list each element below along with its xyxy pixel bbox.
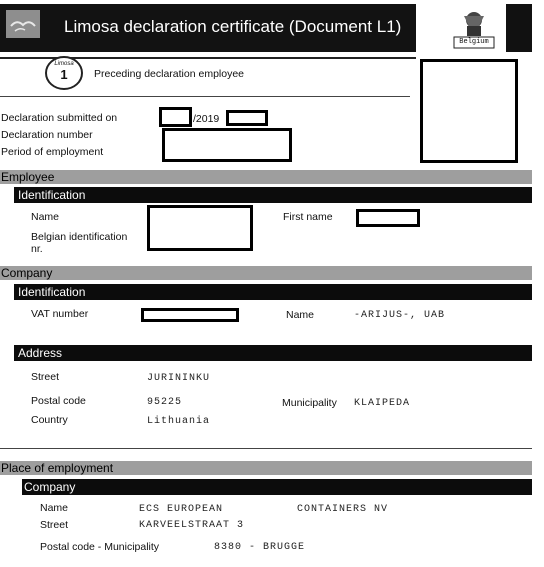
bird-logo-icon [6, 10, 40, 38]
stamp-text: Limosa [54, 61, 74, 67]
company-id-title: Identification [18, 285, 86, 299]
postal-value: 95225 [147, 397, 183, 408]
number-label: Declaration number [1, 129, 93, 141]
limosa-stamp [44, 55, 84, 91]
address-title: Address [18, 346, 63, 360]
belgium-seal [452, 6, 496, 50]
country-label: Country [31, 414, 68, 426]
municipality-label: Municipality [282, 397, 337, 409]
submitted-label: Declaration submitted on [1, 112, 118, 124]
divider [0, 448, 532, 449]
street-value: JURININKU [147, 373, 211, 384]
place-postal-label: Postal code - Municipality [40, 541, 160, 553]
stamp-digit: 1 [60, 67, 68, 82]
limosa-logo [6, 10, 40, 38]
employee-id-band [14, 187, 532, 203]
employee-first-name-label: First name [283, 211, 333, 223]
divider [0, 96, 410, 97]
place-name-label: Name [40, 502, 69, 514]
company-section-band [0, 266, 532, 280]
employee-id-title: Identification [18, 188, 86, 202]
redacted-vat [141, 308, 239, 322]
place-postal-value: 8380 - BRUGGE [214, 542, 306, 553]
place-street-label: Street [40, 519, 69, 531]
company-name-value: -ARIJUS-, UAB [354, 310, 446, 321]
place-section-title: Place of employment [1, 461, 114, 475]
place-company-title: Company [24, 480, 76, 494]
street-label: Street [31, 371, 60, 383]
place-street-value: KARVEELSTRAAT 3 [139, 520, 245, 531]
belgian-id-label: Belgian identification [31, 231, 128, 243]
employee-section-title: Employee [1, 170, 55, 184]
period-label: Period of employment [1, 146, 104, 158]
seal-label: Belgium [459, 38, 489, 46]
belgian-id-label-nr: nr. [31, 243, 43, 255]
redacted-photo [420, 59, 518, 163]
black-tab [506, 4, 532, 52]
postal-label: Postal code [31, 395, 86, 407]
employee-name-label: Name [31, 211, 60, 223]
redacted-employee-name [147, 205, 253, 251]
submitted-year: /2019 [193, 113, 220, 125]
country-value: Lithuania [147, 416, 211, 427]
declaration-kind: Preceding declaration employee [94, 68, 245, 80]
redacted-number [162, 128, 292, 162]
employee-section-band [0, 170, 532, 184]
page-title: Limosa declaration certificate (Document L1) [64, 17, 402, 36]
address-band [14, 345, 532, 361]
company-name-label: Name [286, 309, 315, 321]
company-section-title: Company [1, 266, 53, 280]
redacted-first-name [356, 209, 420, 227]
vat-label: VAT number [31, 308, 89, 320]
place-company-band [22, 479, 532, 495]
redacted-date-2 [226, 110, 268, 126]
place-name-value-2: CONTAINERS NV [297, 504, 389, 515]
company-id-band [14, 284, 532, 300]
redacted-date [159, 107, 192, 127]
place-name-value-1: ECS EUROPEAN [139, 504, 224, 515]
municipality-value: KLAIPEDA [354, 398, 411, 409]
